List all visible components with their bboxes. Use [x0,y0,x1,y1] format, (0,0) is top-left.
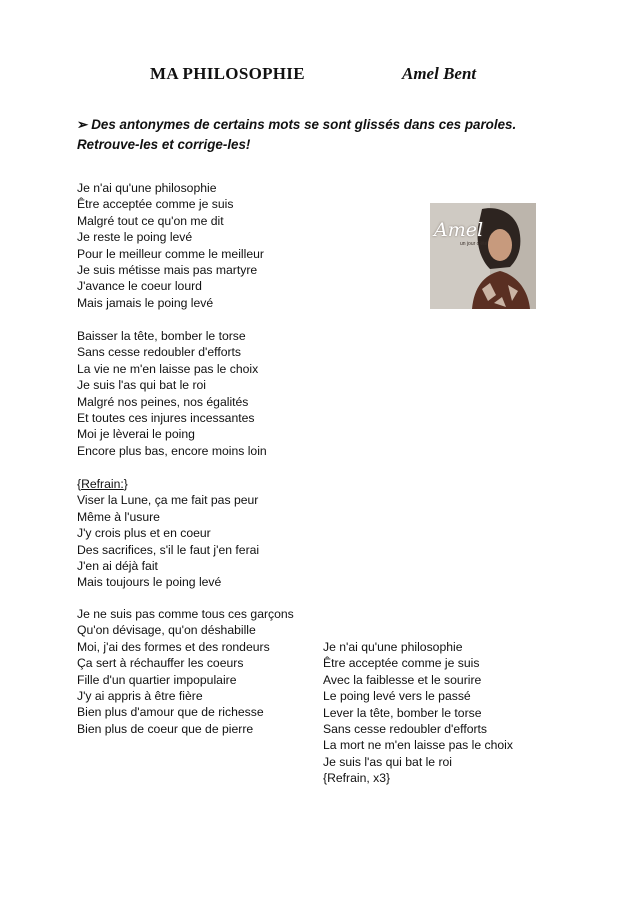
verse-2 [77,328,267,459]
arrow-bullet-icon: ➢ [77,117,89,132]
song-title: MA PHILOSOPHIE [150,64,305,83]
lyric-line: Avec la faiblesse et le sourire [323,672,482,687]
lyric-line: Je n'ai qu'une philosophie [323,640,463,654]
lyric-line: Mais toujours le poing levé [77,575,222,590]
lyric-line: J'avance le coeur lourd [77,279,202,294]
lyric-line: Je reste le poing levé [77,230,193,245]
lyric-line: Fille d'un quartier impopulaire [77,672,237,687]
lyric-line: Ça sert à réchauffer les coeurs [77,656,244,671]
lyric-line: La mort ne m'en laisse pas le choix [323,738,513,753]
lyric-line: La vie ne m'en laisse pas le choix [77,361,259,376]
instruction-line-2: Retrouve-les et corrige-les! [77,137,251,152]
refrain-heading: {Refrain:} [77,477,128,491]
lyric-line: Même à l'usure [77,509,160,524]
lyric-line: Je suis métisse mais pas martyre [77,263,258,278]
lyric-line: Des sacrifices, s'il le faut j'en ferai [77,542,260,557]
lyric-line: Malgré tout ce qu'on me dit [77,213,224,228]
lyric-line: Lever la tête, bomber le torse [323,705,482,720]
lyric-line: Bien plus d'amour que de richesse [77,705,264,720]
lyric-line: J'en ai déjà fait [77,559,158,574]
artist-name: Amel Bent [402,64,477,83]
lyric-line: Baisser la tête, bomber le torse [77,329,246,343]
refrain-tag: Refrain: [81,477,124,491]
verse-1 [77,180,264,311]
lyric-line: Pour le meilleur comme le meilleur [77,246,264,261]
lyric-line: Bien plus de coeur que de pierre [77,721,254,736]
lyric-line: Sans cesse redoubler d'efforts [77,345,242,360]
instruction-line-1: Des antonymes de certains mots se sont glissés dans ces paroles. [91,117,517,132]
lyric-line: Je suis l'as qui bat le roi [323,754,453,769]
lyric-line: Je ne suis pas comme tous ces garçons [77,607,294,621]
lyric-line: Moi je lèverai le poing [77,427,195,442]
verse-4 [323,639,513,787]
lyric-line: Le poing levé vers le passé [323,689,471,704]
lyric-line: Je n'ai qu'une philosophie [77,181,217,195]
verse-3 [77,606,294,737]
lyric-line: Encore plus bas, encore moins loin [77,443,267,458]
lyric-line: Et toutes ces injures incessantes [77,411,255,426]
lyric-line: Viser la Lune, ça me fait pas peur [77,493,259,508]
lyric-line: Être acceptée comme je suis [77,197,234,212]
lyric-line: Sans cesse redoubler d'efforts [323,722,488,737]
album-name: Amel [434,219,484,241]
lyric-line: Être acceptée comme je suis [323,656,480,671]
refrain-repeat: {Refrain, x3} [323,771,391,786]
lyric-line: Qu'on dévisage, qu'on déshabille [77,623,256,638]
refrain [77,476,259,591]
album-cover [430,203,536,309]
lyric-line: J'y ai appris à être fière [77,689,203,704]
lyric-line: Moi, j'ai des formes et des rondeurs [77,639,270,654]
lyric-line: Mais jamais le poing levé [77,295,214,310]
instruction [77,115,547,155]
lyric-line: Malgré nos peines, nos égalités [77,394,249,409]
album-subtitle: un jour d'été [460,241,488,247]
lyric-line: Je suis l'as qui bat le roi [77,378,207,393]
lyric-line: J'y crois plus et en coeur [77,526,211,541]
